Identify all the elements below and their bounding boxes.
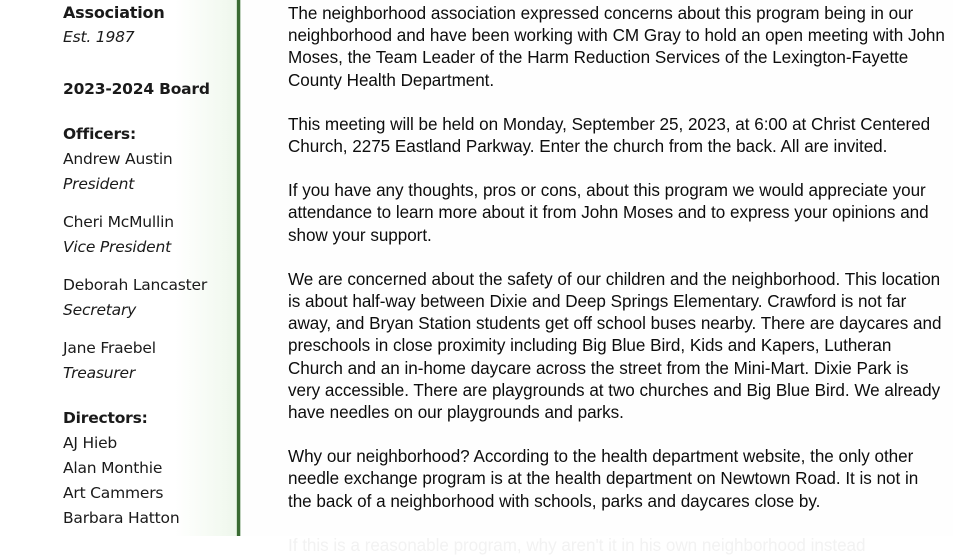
- director-name: Alan Monthie: [63, 459, 163, 477]
- spacer: [63, 102, 238, 122]
- body-paragraph: We are concerned about the safety of our children and the neighborhood. This location is about half-way between Dixie and Deep Springs Elementary. Crawford is not far away, and Bryan Station students get off school buses nearby. There are daycares and preschools in close proximity including Big Blue Bird, Kids and Kapers, Lutheran Church and an in-home daycare across the street from the Mini-Mart. Dixie Park is very accessible. There are playgrounds at two churches and Big Blue Bird. We already have needles on our playgrounds and parks.: [288, 269, 942, 423]
- officer-title: Treasurer: [63, 364, 136, 382]
- spacer: [63, 386, 238, 406]
- spacer: [63, 197, 238, 210]
- body-text-column: [288, 3, 945, 557]
- body-paragraph: The neighborhood association expressed concerns about this program being in our neighborhood and have been working with CM Gray to hold an open meeting with John Moses, the Team Leader of the Harm Reduction Services of the Lexington-Fayette County Health Department.: [288, 4, 945, 90]
- established-year: Est. 1987: [63, 28, 135, 46]
- directors-heading: Directors:: [63, 409, 148, 427]
- sidebar-content: [63, 0, 238, 531]
- officer-name: Andrew Austin: [63, 150, 173, 168]
- sidebar: [0, 0, 237, 536]
- main-content: [240, 0, 953, 555]
- director-name: Barbara Hatton: [63, 509, 180, 527]
- officer-title: Vice President: [63, 238, 172, 256]
- organization-name: Association: [63, 3, 165, 22]
- officer-name: Cheri McMullin: [63, 213, 174, 231]
- body-paragraph-cropped: If this is a reasonable program, why aren't it in his own neighborhood instead: [288, 535, 866, 555]
- spacer: [63, 260, 238, 273]
- officers-heading: Officers:: [63, 125, 136, 143]
- officer-title: President: [63, 175, 135, 193]
- director-name: Art Cammers: [63, 484, 164, 502]
- body-paragraph: This meeting will be held on Monday, September 25, 2023, at 6:00 at Christ Centered Church, 2275 Eastland Parkway. Enter the church from the back. All are invited.: [288, 114, 931, 157]
- officer-name: Deborah Lancaster: [63, 276, 208, 294]
- officer-name: Jane Fraebel: [63, 339, 156, 357]
- director-name: AJ Hieb: [63, 434, 118, 452]
- spacer: [63, 50, 238, 77]
- body-paragraph: If you have any thoughts, pros or cons, about this program we would appreciate your attendance to learn more about it from John Moses and to express your opinions and show your support.: [288, 181, 929, 245]
- officer-title: Secretary: [63, 301, 137, 319]
- board-heading: 2023-2024 Board: [63, 80, 210, 98]
- body-paragraph: Why our neighborhood? According to the health department website, the only other needle exchange program is at the health department on Newtown Road. It is not in the back of a neighborhood with schools, parks and daycares close by.: [288, 447, 919, 511]
- spacer: [63, 323, 238, 336]
